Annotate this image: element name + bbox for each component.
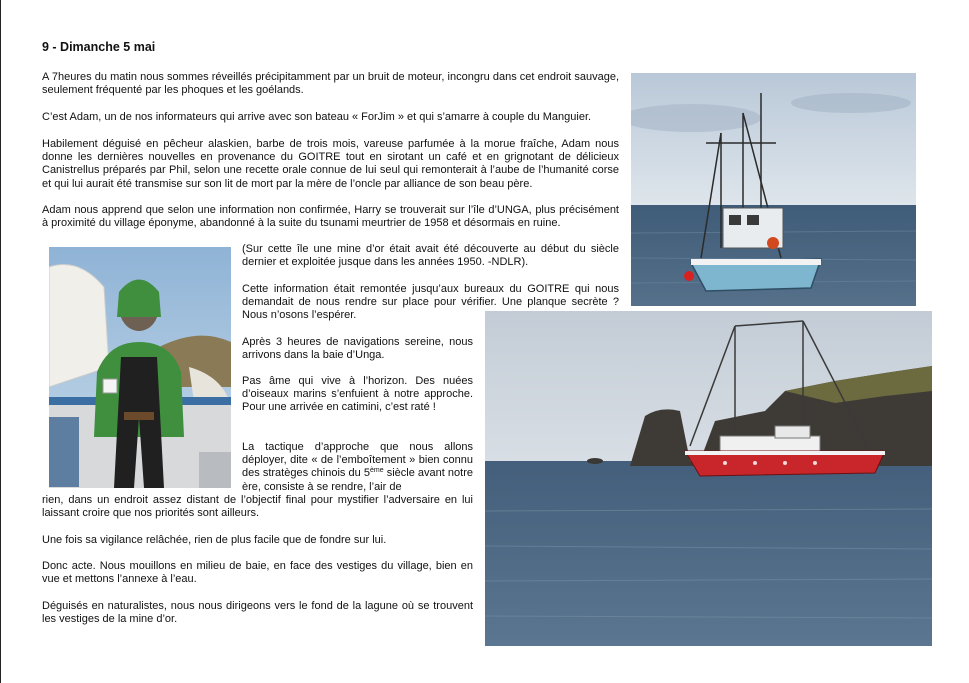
tactic-superscript: ème [369, 467, 384, 475]
paragraph-tactic-start [242, 441, 473, 494]
paragraph-arrival: Après 3 heures de navigations sereine, nous arrivons dans la baie d’Unga. [242, 336, 473, 362]
paragraph-naturalists: Déguisés en naturalistes, nous nous dirigeons vers le fond de la lagune où se trouvent les vestiges de la mine d’or. [42, 600, 473, 626]
paragraph-adam-arrives: C’est Adam, un de nos informateurs qui arrive avec son bateau « ForJim » et qui s’amarre à couple du Manguier. [42, 111, 592, 123]
photo-red-boat-cliffs [485, 311, 932, 646]
paragraph-disguise: Habilement déguisé en pêcheur alaskien, barbe de trois mois, vareuse parfumée à la morue fraîche, Adam nous donne les dernières nouvelles en provenance du GOITRE tout en sirotant un café et en grignotant de délicieux Canistrellus préparés par Phil, selon une recette orale connue de lui seul qui remonterait à l’aube de l’humanité corse et qui lui aurait été transmise sur son lit de mort par la mère de l’oncle par alliance de son beau père. [42, 138, 619, 190]
paragraph-goitre-request: Cette information était remontée jusqu’aux bureaux du GOITRE qui nous demandait de nous rendre sur place pour vérifier. Une planque secrète ? Nous n’osons l’espérer. [242, 283, 619, 322]
paragraph-gold-mine-note: (Sur cette île une mine d’or était avait été découverte au début du siècle dernier et exploitée jusque dans les années 1950. -NDLR). [242, 243, 619, 269]
paragraph-wakeup: A 7heures du matin nous sommes réveillés précipitamment par un bruit de moteur, incongru dans cet endroit sauvage, seulement fréquenté par les phoques et les goélands. [42, 71, 619, 97]
page-heading: 9 - Dimanche 5 mai [42, 40, 156, 54]
page-left-border [0, 0, 1, 683]
paragraph-no-one: Pas âme qui vive à l’horizon. Des nuées d’oiseaux marins s’enfuient à notre approche. Pour une arrivée en catimini, c’est raté ! [242, 375, 473, 414]
paragraph-vigilance: Une fois sa vigilance relâchée, rien de plus facile que de fondre sur lui. [42, 534, 387, 546]
paragraph-anchor: Donc acte. Nous mouillons en milieu de baie, en face des vestiges du village, bien en vue et mettons l’annexe à l’eau. [42, 560, 473, 586]
tactic-text-a: La tactique d’approche que nous allons déployer, dite « de l’emboîtement » bien connu des stratèges chinois du 5 [242, 441, 473, 480]
paragraph-tactic-end: rien, dans un endroit assez distant de l’objectif final pour mystifier l’adversaire en lui laissant croire que nos priorités sont ailleurs. [42, 494, 473, 520]
photo-fishing-boat [631, 73, 916, 306]
tactic-text-b: siècle avant notre ère, consiste à se rendre, l’air de [242, 467, 473, 493]
photo-adam-fisherman [49, 247, 231, 488]
paragraph-unga-info: Adam nous apprend que selon une information non confirmée, Harry se trouverait sur l’île d’UNGA, plus précisément à proximité du village éponyme, abandonné à la suite du tsunami meurtrier de 1958 et désormais en ruine. [42, 204, 619, 230]
